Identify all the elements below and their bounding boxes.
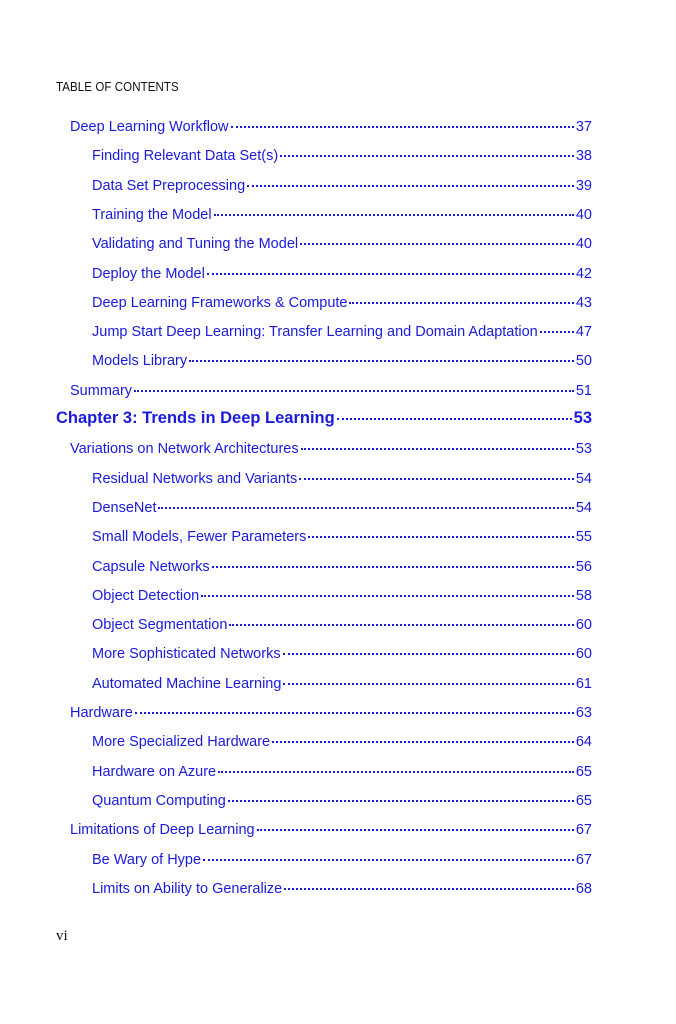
toc-entry-page-number: 50 xyxy=(575,353,592,370)
toc-entry-title: Hardware on Azure xyxy=(92,763,217,780)
toc-entry-page-number: 40 xyxy=(575,206,592,223)
toc-entry-page-number: 60 xyxy=(575,646,592,663)
toc-entry[interactable] xyxy=(92,850,592,869)
toc-entry[interactable] xyxy=(92,205,592,224)
dot-leader xyxy=(257,817,574,831)
toc-entry-page-number: 64 xyxy=(575,734,592,751)
toc-entry-page-number: 55 xyxy=(575,529,592,546)
toc-entry[interactable] xyxy=(92,674,592,693)
toc-entry-title: Data Set Preprocessing xyxy=(92,177,246,194)
toc-entry[interactable] xyxy=(70,703,592,722)
toc-entry[interactable] xyxy=(92,527,592,546)
dot-leader xyxy=(135,700,574,714)
toc-entry-page-number: 67 xyxy=(575,822,592,839)
toc-entry-page-number: 42 xyxy=(575,265,592,282)
dot-leader xyxy=(280,143,574,157)
dot-leader xyxy=(283,671,573,685)
toc-entry-page-number: 56 xyxy=(575,558,592,575)
dot-leader xyxy=(214,202,574,216)
dot-leader xyxy=(283,641,574,655)
dot-leader xyxy=(540,319,574,333)
toc-entry-page-number: 63 xyxy=(575,705,592,721)
toc-entry[interactable] xyxy=(70,117,592,136)
toc-entry-page-number: 65 xyxy=(575,763,592,780)
toc-entry-title: More Specialized Hardware xyxy=(92,734,271,751)
toc-entry-title: Limitations of Deep Learning xyxy=(70,822,255,839)
dot-leader xyxy=(158,495,573,509)
toc-entry[interactable] xyxy=(92,264,592,283)
toc-entry-page-number: 38 xyxy=(575,148,592,165)
toc-entry[interactable] xyxy=(70,381,592,400)
toc-entry-page-number: 65 xyxy=(575,792,592,809)
toc-entry[interactable] xyxy=(92,762,592,781)
dot-leader xyxy=(301,436,574,450)
dot-leader xyxy=(299,466,574,480)
toc-entry[interactable] xyxy=(92,644,592,663)
toc-chapter-entry[interactable] xyxy=(56,409,592,427)
toc-entry-title: DenseNet xyxy=(92,499,157,516)
dot-leader xyxy=(300,231,574,245)
toc-entry[interactable] xyxy=(92,557,592,576)
toc-entry-title: Models Library xyxy=(92,353,188,370)
toc-entry-title: Automated Machine Learning xyxy=(92,675,282,692)
dot-leader xyxy=(212,554,574,568)
toc-entry-title: Object Segmentation xyxy=(92,617,228,634)
dot-leader xyxy=(308,524,574,538)
toc-entry-page-number: 37 xyxy=(575,119,592,135)
toc-entry-page-number: 68 xyxy=(575,880,592,897)
toc-entry[interactable] xyxy=(92,615,592,634)
dot-leader xyxy=(284,876,574,890)
toc-entry-page-number: 61 xyxy=(575,675,592,692)
toc-entry-title: Residual Networks and Variants xyxy=(92,470,298,487)
toc-entry[interactable] xyxy=(92,791,592,810)
dot-leader xyxy=(337,406,572,420)
toc-entry-page-number: 40 xyxy=(575,236,592,253)
toc-entry[interactable] xyxy=(70,439,592,458)
toc-entry-title: Limits on Ability to Generalize xyxy=(92,880,283,897)
toc-entry[interactable] xyxy=(92,322,592,341)
toc-entry-title: Quantum Computing xyxy=(92,792,226,809)
toc-entry-title: Small Models, Fewer Parameters xyxy=(92,529,307,546)
toc-entry-title: Deep Learning Frameworks & Compute xyxy=(92,294,348,311)
dot-leader xyxy=(231,114,574,128)
toc-entry-page-number: 60 xyxy=(575,617,592,634)
dot-leader xyxy=(218,759,574,773)
dot-leader xyxy=(134,378,574,392)
toc-entry-title: Jump Start Deep Learning: Transfer Learning and Domain Adaptation xyxy=(92,324,538,341)
toc-entry[interactable] xyxy=(92,469,592,488)
toc-entry-title: Variations on Network Architectures xyxy=(70,441,299,458)
toc-entry-title: Deploy the Model xyxy=(92,265,205,282)
toc-entry[interactable] xyxy=(92,293,592,312)
toc-entry-title: Finding Relevant Data Set(s) xyxy=(92,148,279,165)
toc-entry[interactable] xyxy=(92,879,592,898)
dot-leader xyxy=(203,847,574,861)
toc-entry[interactable] xyxy=(92,146,592,165)
toc-entry-page-number: 39 xyxy=(575,177,592,194)
dot-leader xyxy=(201,583,574,597)
toc-entry-title: Capsule Networks xyxy=(92,558,210,575)
dot-leader xyxy=(229,612,573,626)
toc-entry-page-number: 58 xyxy=(575,587,592,604)
toc-entry-page-number: 43 xyxy=(575,294,592,311)
toc-entry-title: Validating and Tuning the Model xyxy=(92,236,299,253)
toc-entry-page-number: 54 xyxy=(575,499,592,516)
toc-entry[interactable] xyxy=(92,351,592,370)
toc-entry-page-number: 47 xyxy=(575,324,592,341)
toc-entry[interactable] xyxy=(92,732,592,751)
toc-entry-title: Training the Model xyxy=(92,206,212,223)
toc-entry-title: Be Wary of Hype xyxy=(92,851,202,868)
toc-entry[interactable] xyxy=(92,234,592,253)
toc-entry[interactable] xyxy=(70,820,592,839)
toc-entry-title: Object Detection xyxy=(92,587,200,604)
toc-entry-page-number: 53 xyxy=(573,409,592,427)
dot-leader xyxy=(189,348,574,362)
dot-leader xyxy=(228,788,574,802)
page-number: vi xyxy=(56,928,68,944)
toc-entry-page-number: 67 xyxy=(575,851,592,868)
toc-running-header: TABLE OF CONTENTS xyxy=(56,80,179,94)
dot-leader xyxy=(207,261,574,275)
dot-leader xyxy=(272,729,574,743)
toc-entry-title: Hardware xyxy=(70,705,133,721)
toc-entry-page-number: 54 xyxy=(575,470,592,487)
toc-entry-title: Deep Learning Workflow xyxy=(70,119,229,135)
toc-entry[interactable] xyxy=(92,586,592,605)
toc-entry-page-number: 51 xyxy=(575,382,592,399)
toc-entry-title: Summary xyxy=(70,382,133,399)
toc-entry[interactable] xyxy=(92,498,592,517)
toc-entry-title: More Sophisticated Networks xyxy=(92,646,281,663)
toc-entry-title: Chapter 3: Trends in Deep Learning xyxy=(56,409,335,427)
dot-leader xyxy=(349,290,573,304)
toc-entry[interactable] xyxy=(92,176,592,195)
toc-entry-page-number: 53 xyxy=(575,441,592,458)
dot-leader xyxy=(247,173,574,187)
